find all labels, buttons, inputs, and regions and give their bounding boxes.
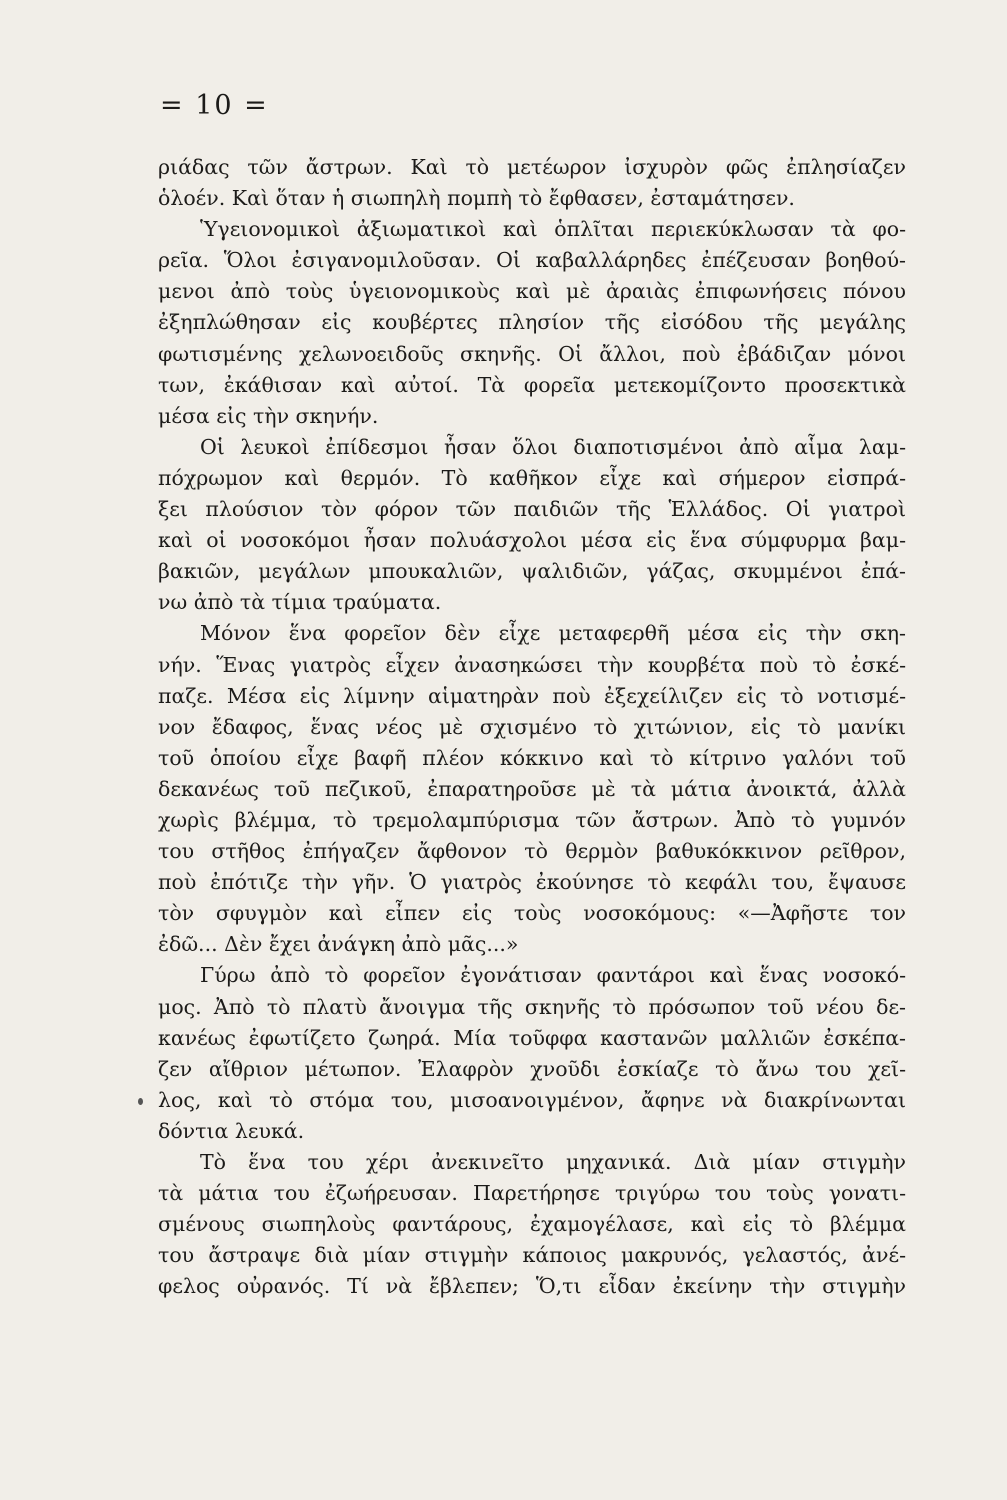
text-line: των, ἐκάθισαν καὶ αὐτοί. Τὰ φορεῖα μετεκομίζοντο προσεκτικὰ: [158, 372, 906, 397]
body-text: [158, 152, 906, 1302]
text-line: του στῆθος ἐπήγαζεν ἄφθονον τὸ θερμὸν βαθυκόκκινον ρεῖθρον,: [158, 839, 906, 864]
text-line: του ἄστραψε διὰ μίαν στιγμὴν κάποιος μακρυνός, γελαστός, ἀνέ-: [158, 1243, 906, 1268]
text-line: βακιῶν, μεγάλων μπουκαλιῶν, ψαλιδιῶν, γάζας, σκυμμένοι ἐπά-: [158, 559, 906, 584]
text-line: μέσα εἰς τὴν σκηνήν.: [158, 403, 379, 428]
text-line: καὶ οἱ νοσοκόμοι ἦσαν πολυάσχολοι μέσα εἰς ἕνα σύμφυρμα βαμ-: [158, 528, 906, 553]
text-line: ρεῖα. Ὅλοι ἐσιγανομιλοῦσαν. Οἱ καβαλλάρηδες ἐπέζευσαν βοηθού-: [158, 248, 906, 273]
text-line: τὸν σφυγμὸν καὶ εἶπεν εἰς τοὺς νοσοκόμους: «—Ἀφῆστε τον: [158, 901, 906, 926]
text-line: ξει πλούσιον τὸν φόρον τῶν παιδιῶν τῆς Ἑλλάδος. Οἱ γιατροὶ: [158, 497, 906, 522]
text-line: μενοι ἀπὸ τοὺς ὑγειονομικοὺς καὶ μὲ ἀραιὰς ἐπιφωνήσεις πόνου: [158, 279, 906, 304]
text-line: ἐδῶ... Δὲν ἔχει ἀνάγκη ἀπὸ μᾶς...»: [158, 932, 519, 957]
text-line: κανέως ἐφωτίζετο ζωηρά. Μία τοῦφφα καστανῶν μαλλιῶν ἐσκέπα-: [158, 1025, 906, 1050]
text-line: ὁλοέν. Καὶ ὅταν ἡ σιωπηλὴ πομπὴ τὸ ἔφθασεν, ἐσταμάτησεν.: [158, 186, 795, 211]
text-line: φελος οὐρανός. Τί νὰ ἔβλεπεν; Ὅ,τι εἶδαν ἐκείνην τὴν στιγμὴν: [158, 1274, 906, 1299]
text-line: χωρὶς βλέμμα, τὸ τρεμολαμπύρισμα τῶν ἄστρων. Ἀπὸ τὸ γυμνόν: [158, 807, 906, 832]
text-line: ζεν αἴθριον μέτωπον. Ἐλαφρὸν χνοῦδι ἐσκίαζε τὸ ἄνω του χεῖ-: [158, 1056, 906, 1081]
text-line: φωτισμένης χελωνοειδοῦς σκηνῆς. Οἱ ἄλλοι, ποὺ ἐβάδιζαν μόνοι: [158, 341, 906, 366]
page-number: = 10 =: [160, 90, 269, 121]
text-line: μος. Ἀπὸ τὸ πλατὺ ἄνοιγμα τῆς σκηνῆς τὸ πρόσωπον τοῦ νέου δε-: [158, 994, 906, 1019]
text-line: Τὸ ἕνα του χέρι ἀνεκινεῖτο μηχανικά. Διὰ μίαν στιγμὴν: [200, 1150, 906, 1174]
text-line: Οἱ λευκοὶ ἐπίδεσμοι ἦσαν ὅλοι διαποτισμένοι ἀπὸ αἷμα λαμ-: [200, 434, 906, 459]
text-line: νήν. Ἕνας γιατρὸς εἶχεν ἀνασηκώσει τὴν κουρβέτα ποὺ τὸ ἐσκέ-: [158, 652, 906, 677]
text-line: δόντια λευκά.: [158, 1118, 305, 1143]
text-line: πόχρωμον καὶ θερμόν. Τὸ καθῆκον εἶχε καὶ σήμερον εἰσπρά-: [158, 465, 906, 490]
text-line: παζε. Μέσα εἰς λίμνην αἱματηρὰν ποὺ ἐξεχείλιζεν εἰς τὸ νοτισμέ-: [158, 683, 906, 708]
text-line: νω ἀπὸ τὰ τίμια τραύματα.: [158, 590, 442, 615]
ink-speck: [138, 1098, 143, 1105]
text-line: ριάδας τῶν ἄστρων. Καὶ τὸ μετέωρον ἰσχυρὸν φῶς ἐπλησίαζεν: [158, 155, 906, 179]
text-line: νον ἔδαφος, ἕνας νέος μὲ σχισμένο τὸ χιτώνιον, εἰς τὸ μανίκι: [158, 714, 906, 739]
text-line: σμένους σιωπηλοὺς φαντάρους, ἐχαμογέλασε, καὶ εἰς τὸ βλέμμα: [158, 1212, 906, 1237]
text-line: Ὑγειονομικοὶ ἀξιωματικοὶ καὶ ὁπλῖται περιεκύκλωσαν τὰ φο-: [200, 217, 906, 242]
text-line: τὰ μάτια του ἐζωήρευσαν. Παρετήρησε τριγύρω του τοὺς γονατι-: [158, 1181, 906, 1206]
text-line: δεκανέως τοῦ πεζικοῦ, ἐπαρατηροῦσε μὲ τὰ μάτια ἀνοικτά, ἀλλὰ: [158, 776, 906, 801]
text-line: λος, καὶ τὸ στόμα του, μισοανοιγμένον, ἄφηνε νὰ διακρίνωνται: [158, 1087, 906, 1112]
text-line: ἐξηπλώθησαν εἰς κουβέρτες πλησίον τῆς εἰσόδου τῆς μεγάλης: [158, 310, 906, 335]
text-line: τοῦ ὁποίου εἶχε βαφῆ πλέον κόκκινο καὶ τὸ κίτρινο γαλόνι τοῦ: [158, 745, 906, 770]
text-line: ποὺ ἐπότιζε τὴν γῆν. Ὁ γιατρὸς ἐκούνησε τὸ κεφάλι του, ἔψαυσε: [158, 870, 906, 895]
text-line: Γύρω ἀπὸ τὸ φορεῖον ἐγονάτισαν φαντάροι καὶ ἕνας νοσοκό-: [200, 963, 906, 988]
text-line: Μόνον ἕνα φορεῖον δὲν εἶχε μεταφερθῆ μέσα εἰς τὴν σκη-: [200, 621, 906, 646]
